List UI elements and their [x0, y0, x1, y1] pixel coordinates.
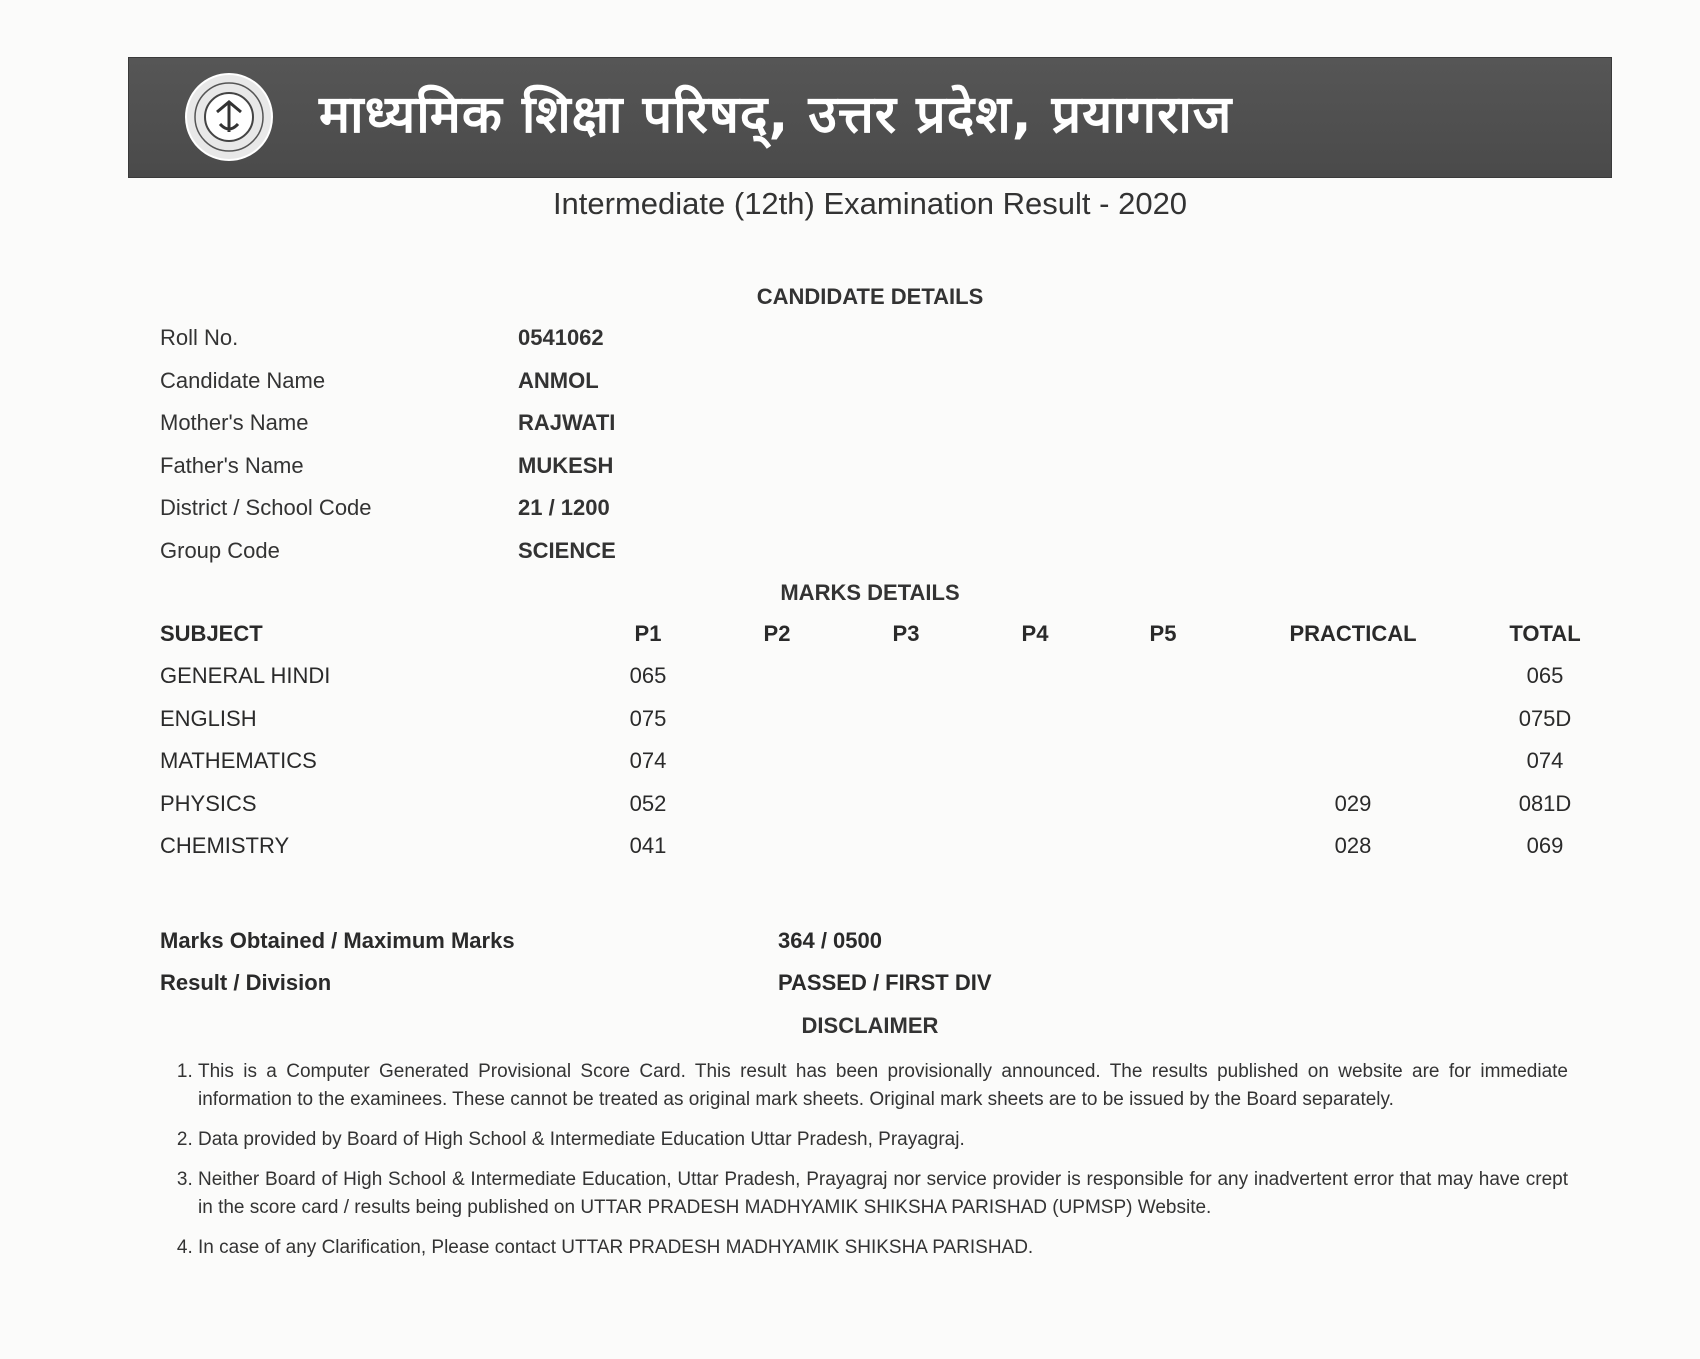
header-banner: [128, 57, 1612, 178]
marks-cell-p1: 052: [629, 790, 667, 816]
marks-cell-total: 075D: [1518, 705, 1572, 731]
disclaimer-item: 2. Data provided by Board of High School & Intermediate Education Uttar Pradesh, Prayagraj.: [198, 1126, 1568, 1154]
marks-obtained-label: Marks Obtained / Maximum Marks: [160, 928, 515, 953]
board-title: माध्यमिक शिक्षा परिषद्, उत्तर प्रदेश, प्रयागराज: [319, 85, 1233, 145]
candidate-field-value: RAJWATI: [518, 410, 616, 435]
exam-title: Intermediate (12th) Examination Result - 2020: [552, 186, 1188, 221]
disclaimer-item: 3. Neither Board of High School & Intermediate Education, Uttar Pradesh, Prayagraj nor service provider is responsible for any inadvertent error that may have crept in the score card / results being published on UTTAR PRADESH MADHYAMIK SHIKSHA PARISHAD (UPMSP) Website.: [198, 1166, 1568, 1222]
result-division-value: PASSED / FIRST DIV: [778, 970, 992, 995]
marks-cell-p1: 075: [629, 705, 667, 731]
marks-cell-practical: 029: [1334, 790, 1372, 816]
marks-cell-total: 069: [1526, 833, 1564, 858]
candidate-field-label: Father's Name: [160, 452, 304, 478]
candidate-field-label: District / School Code: [160, 495, 372, 520]
marks-cell-practical: 028: [1334, 833, 1372, 858]
marks-details-heading: MARKS DETAILS: [780, 580, 960, 605]
disclaimer-item: 1. This is a Computer Generated Provisional Score Card. This result has been provisionally announced. The results published on website are for immediate information to the examinees. These cannot be treated as original mark sheets. Original mark sheets are to be issued by the Board separately.: [198, 1058, 1568, 1114]
marks-cell-subject: GENERAL HINDI: [160, 663, 331, 688]
col-p1: P1: [634, 621, 662, 646]
col-practical: PRACTICAL: [1289, 621, 1417, 646]
marks-cell-subject: PHYSICS: [160, 790, 257, 816]
marks-obtained-value: 364 / 0500: [778, 928, 882, 953]
candidate-field-value: MUKESH: [518, 452, 614, 478]
candidate-field-label: Candidate Name: [160, 367, 326, 393]
candidate-field-label: Mother's Name: [160, 410, 309, 435]
marks-table-row: [160, 656, 1564, 696]
col-p3: P3: [892, 621, 920, 646]
marks-cell-subject: ENGLISH: [160, 705, 257, 731]
candidate-field-value: 21 / 1200: [518, 495, 610, 520]
candidate-field-label: Group Code: [160, 537, 280, 563]
marks-table-row: [160, 826, 1564, 866]
disclaimer-item: 4. In case of any Clarification, Please contact UTTAR PRADESH MADHYAMIK SHIKSHA PARISHAD.: [198, 1234, 1568, 1262]
marks-cell-total: 081D: [1518, 790, 1572, 816]
board-seal-logo: [184, 72, 274, 162]
marks-cell-total: 065: [1526, 663, 1564, 688]
marks-cell-p1: 065: [629, 663, 667, 688]
marks-cell-p1: 074: [629, 748, 667, 773]
result-division-label: Result / Division: [160, 970, 332, 995]
marks-table-row: [160, 699, 1572, 739]
marks-table-row: [160, 741, 1564, 781]
candidate-details-heading: CANDIDATE DETAILS: [756, 284, 984, 309]
candidate-field-value: ANMOL: [518, 367, 599, 393]
candidate-field-value: SCIENCE: [518, 537, 616, 563]
marks-cell-total: 074: [1526, 748, 1564, 773]
marks-table-row: [160, 784, 1572, 824]
disclaimer-heading: DISCLAIMER: [801, 1013, 939, 1038]
col-p4: P4: [1021, 621, 1049, 646]
col-total: TOTAL: [1509, 621, 1581, 646]
marks-table-header: [160, 614, 1581, 654]
candidate-field-label: Roll No.: [160, 325, 239, 350]
col-p5: P5: [1149, 621, 1177, 646]
marks-cell-p1: 041: [629, 833, 667, 858]
marks-cell-subject: CHEMISTRY: [160, 833, 290, 858]
col-p2: P2: [763, 621, 791, 646]
col-subject: SUBJECT: [160, 621, 263, 646]
disclaimer-list: [168, 1058, 1568, 1274]
marks-cell-subject: MATHEMATICS: [160, 748, 317, 773]
candidate-field-value: 0541062: [518, 325, 604, 350]
